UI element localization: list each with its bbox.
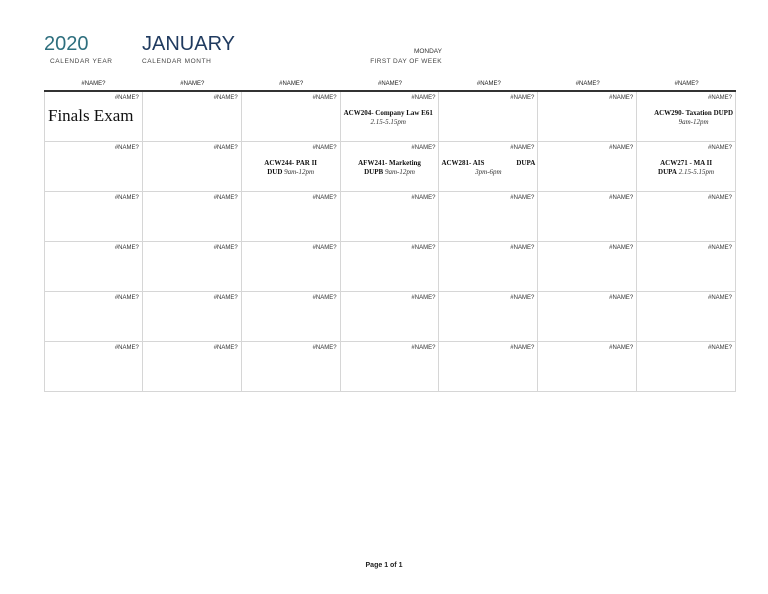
exam-course: ACW271 - MA II — [660, 159, 713, 167]
day-number: #NAME? — [411, 245, 436, 251]
week-row — [44, 192, 736, 242]
day-number: #NAME? — [312, 145, 337, 151]
weekday-header: #NAME? — [575, 81, 600, 87]
day-cell[interactable] — [242, 292, 341, 342]
day-number: #NAME? — [213, 195, 238, 201]
weekday-header: #NAME? — [279, 81, 304, 87]
calendar-month: JANUARY — [142, 33, 235, 55]
day-number: #NAME? — [213, 345, 238, 351]
day-cell[interactable] — [637, 342, 736, 392]
day-number: #NAME? — [411, 295, 436, 301]
day-cell[interactable] — [143, 242, 242, 292]
day-number: #NAME? — [609, 345, 634, 351]
day-cell[interactable] — [439, 142, 538, 192]
exam-time: 3pm-6pm — [475, 167, 502, 176]
day-number: #NAME? — [411, 345, 436, 351]
week-row — [44, 92, 736, 142]
calendar-month-label: CALENDAR MONTH — [142, 58, 212, 65]
calendar-year-label: CALENDAR YEAR — [50, 58, 113, 65]
day-cell[interactable] — [637, 192, 736, 242]
day-number: #NAME? — [609, 295, 634, 301]
exam-event — [441, 159, 535, 176]
day-cell[interactable] — [439, 342, 538, 392]
day-number: #NAME? — [411, 95, 436, 101]
day-cell[interactable] — [637, 292, 736, 342]
day-number: #NAME? — [312, 195, 337, 201]
day-number: #NAME? — [114, 95, 139, 101]
exam-room: DUD — [267, 167, 283, 176]
weekday-header: #NAME? — [81, 81, 106, 87]
exam-course: ACW204- Company Law E61 — [343, 109, 433, 117]
day-cell[interactable] — [44, 292, 143, 342]
exam-time: 2.15-5.15pm — [370, 117, 406, 126]
day-number: #NAME? — [708, 295, 733, 301]
week-row — [44, 242, 736, 292]
exam-course: ACW244- PAR II — [264, 159, 318, 167]
day-cell[interactable] — [538, 142, 637, 192]
weekday-header: #NAME? — [180, 81, 205, 87]
day-cell[interactable] — [242, 92, 341, 142]
exam-time: 9am-12pm — [678, 117, 709, 126]
week-row — [44, 342, 736, 392]
day-cell[interactable] — [341, 242, 440, 292]
day-cell[interactable] — [538, 192, 637, 242]
day-cell[interactable] — [341, 292, 440, 342]
day-number: #NAME? — [609, 195, 634, 201]
day-cell[interactable] — [637, 142, 736, 192]
day-cell[interactable] — [439, 92, 538, 142]
day-cell[interactable] — [341, 192, 440, 242]
day-cell[interactable] — [143, 192, 242, 242]
day-number: #NAME? — [114, 295, 139, 301]
day-number: #NAME? — [312, 345, 337, 351]
day-cell[interactable] — [143, 342, 242, 392]
day-number: #NAME? — [213, 295, 238, 301]
exam-event — [654, 109, 733, 126]
day-number: #NAME? — [411, 145, 436, 151]
day-cell[interactable] — [637, 242, 736, 292]
page-footer: Page 1 of 1 — [365, 562, 403, 569]
day-cell[interactable] — [439, 192, 538, 242]
day-number: #NAME? — [213, 95, 238, 101]
finals-exam-title: Finals Exam — [48, 106, 134, 125]
day-cell[interactable] — [341, 92, 440, 142]
day-number: #NAME? — [708, 145, 733, 151]
day-number: #NAME? — [609, 145, 634, 151]
exam-course: ACW290- Taxation DUPD — [654, 109, 734, 117]
day-cell[interactable] — [44, 192, 143, 242]
first-day-of-week: MONDAY — [413, 48, 442, 55]
day-number: #NAME? — [114, 345, 139, 351]
exam-event — [343, 159, 437, 176]
weekday-header-row — [44, 78, 736, 92]
day-cell[interactable] — [439, 292, 538, 342]
day-cell[interactable] — [143, 92, 242, 142]
day-cell[interactable] — [242, 142, 341, 192]
day-number: #NAME? — [411, 195, 436, 201]
calendar-grid — [44, 78, 736, 392]
exam-event — [244, 159, 338, 176]
day-number: #NAME? — [114, 195, 139, 201]
day-cell[interactable] — [637, 92, 736, 142]
day-number: #NAME? — [114, 145, 139, 151]
day-number: #NAME? — [609, 95, 634, 101]
day-cell[interactable] — [143, 142, 242, 192]
exam-course: ACW281- AIS — [441, 159, 485, 167]
calendar-year: 2020 — [44, 33, 89, 55]
day-number: #NAME? — [312, 95, 337, 101]
day-number: #NAME? — [213, 245, 238, 251]
day-cell[interactable] — [341, 342, 440, 392]
day-number: #NAME? — [708, 95, 733, 101]
day-cell[interactable] — [242, 342, 341, 392]
day-number: #NAME? — [510, 345, 535, 351]
day-number: #NAME? — [510, 195, 535, 201]
exam-course: AFW241- Marketing — [358, 159, 421, 167]
day-number: #NAME? — [510, 295, 535, 301]
exam-room: DUPB — [364, 167, 384, 176]
day-cell[interactable] — [538, 242, 637, 292]
weekday-header: #NAME? — [674, 81, 699, 87]
week-row — [44, 292, 736, 342]
day-number: #NAME? — [510, 95, 535, 101]
day-cell[interactable] — [538, 292, 637, 342]
day-number: #NAME? — [708, 345, 733, 351]
day-number: #NAME? — [114, 245, 139, 251]
day-cell[interactable] — [439, 242, 538, 292]
exam-room: DUPA — [516, 159, 536, 167]
weekday-header: #NAME? — [476, 81, 501, 87]
exam-room: DUPA — [658, 167, 677, 176]
day-cell[interactable] — [538, 342, 637, 392]
day-cell[interactable] — [341, 142, 440, 192]
exam-time: 9am-12pm — [284, 167, 315, 176]
day-number: #NAME? — [609, 245, 634, 251]
first-day-of-week-label: FIRST DAY OF WEEK — [370, 58, 442, 65]
day-cell[interactable] — [143, 292, 242, 342]
exam-event — [344, 109, 433, 126]
exam-event — [639, 159, 733, 176]
day-cell[interactable] — [242, 192, 341, 242]
day-cell[interactable] — [242, 242, 341, 292]
day-cell[interactable] — [538, 92, 637, 142]
day-cell[interactable] — [44, 142, 143, 192]
day-number: #NAME? — [510, 145, 535, 151]
day-number: #NAME? — [213, 145, 238, 151]
day-number: #NAME? — [312, 295, 337, 301]
day-cell[interactable] — [44, 242, 143, 292]
exam-time: 9am-12pm — [384, 167, 415, 176]
exam-time: 2.15-5.15pm — [678, 167, 715, 176]
day-number: #NAME? — [312, 245, 337, 251]
day-number: #NAME? — [510, 245, 535, 251]
day-number: #NAME? — [708, 195, 733, 201]
day-cell[interactable] — [44, 342, 143, 392]
day-number: #NAME? — [708, 245, 733, 251]
weekday-header: #NAME? — [378, 81, 403, 87]
week-row — [44, 142, 736, 192]
